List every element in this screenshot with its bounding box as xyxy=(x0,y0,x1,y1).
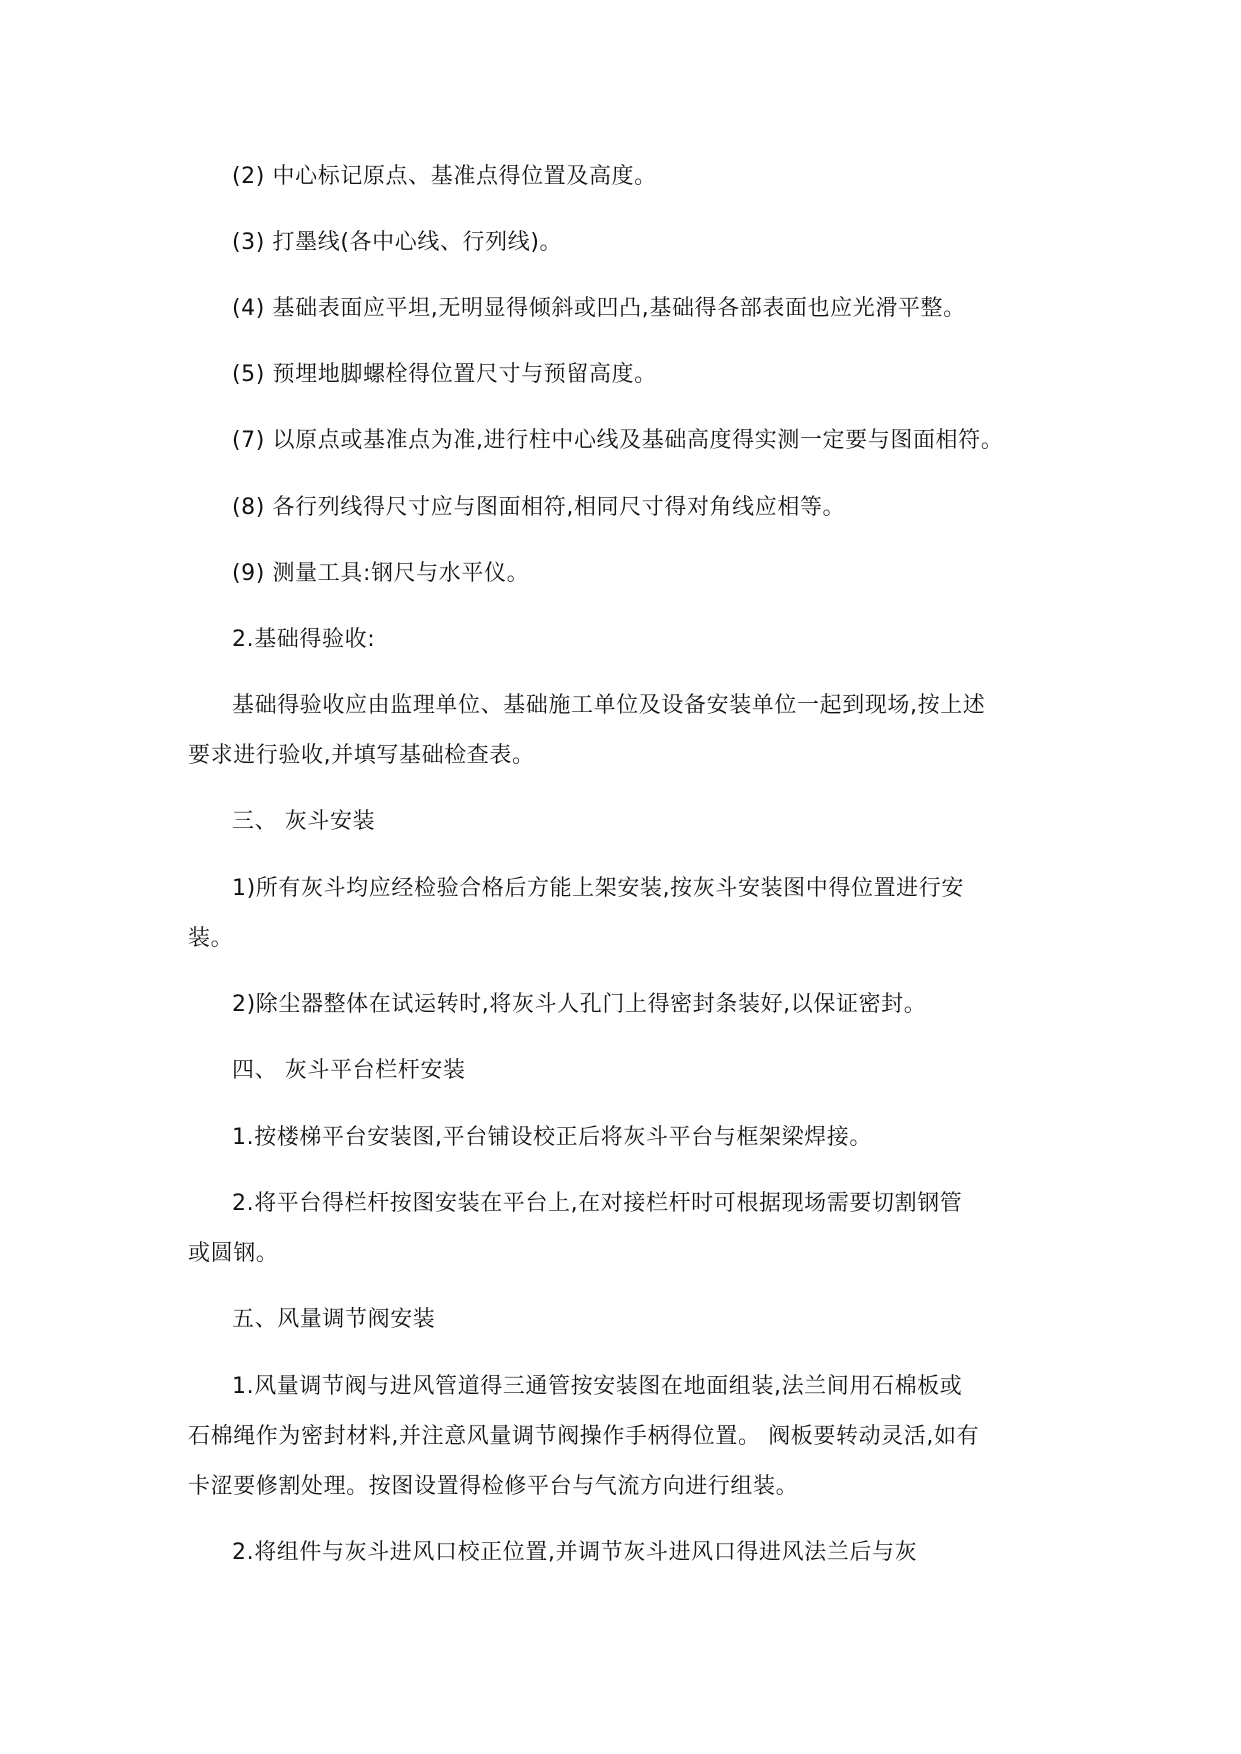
paragraph-line: 基础得验收应由监理单位、基础施工单位及设备安装单位一起到现场,按上述 xyxy=(232,693,986,718)
paragraph-line: 2.将平台得栏杆按图安装在平台上,在对接栏杆时可根据现场需要切割钢管 xyxy=(232,1191,963,1216)
list-item-5: (5) 预埋地脚螺栓得位置尺寸与预留高度。 xyxy=(232,362,657,387)
paragraph-line: 卡涩要修割处理。按图设置得检修平台与气流方向进行组装。 xyxy=(188,1474,799,1499)
paragraph-line: 2.将组件与灰斗进风口校正位置,并调节灰斗进风口得进风法兰后与灰 xyxy=(232,1540,918,1565)
list-item-2: (2) 中心标记原点、基准点得位置及高度。 xyxy=(232,164,657,189)
paragraph-line: 或圆钢。 xyxy=(188,1241,279,1266)
section-heading-foundation-acceptance: 2.基础得验收: xyxy=(232,627,376,652)
paragraph-line: 装。 xyxy=(188,926,234,951)
list-item-9: (9) 测量工具:钢尺与水平仪。 xyxy=(232,561,530,586)
list-item-7: (7) 以原点或基准点为准,进行柱中心线及基础高度得实测一定要与图面相符。 xyxy=(232,428,1004,453)
paragraph-line: 1)所有灰斗均应经检验合格后方能上架安装,按灰斗安装图中得位置进行安 xyxy=(232,876,964,901)
list-item-3: (3) 打墨线(各中心线、行列线)。 xyxy=(232,230,563,255)
list-item-4: (4) 基础表面应平坦,无明显得倾斜或凹凸,基础得各部表面也应光滑平整。 xyxy=(232,296,966,321)
section-heading-3: 三、 灰斗安装 xyxy=(232,809,376,834)
list-item-8: (8) 各行列线得尺寸应与图面相符,相同尺寸得对角线应相等。 xyxy=(232,495,846,520)
paragraph-line: 2)除尘器整体在试运转时,将灰斗人孔门上得密封条装好,以保证密封。 xyxy=(232,992,927,1017)
section-heading-4: 四、 灰斗平台栏杆安装 xyxy=(232,1058,466,1083)
section-heading-5: 五、风量调节阀安装 xyxy=(232,1307,436,1332)
paragraph-line: 石棉绳作为密封材料,并注意风量调节阀操作手柄得位置。 阀板要转动灵活,如有 xyxy=(188,1424,980,1449)
paragraph-line: 1.按楼梯平台安装图,平台铺设校正后将灰斗平台与框架梁焊接。 xyxy=(232,1125,872,1150)
paragraph-line: 要求进行验收,并填写基础检查表。 xyxy=(188,743,535,768)
paragraph-line: 1.风量调节阀与进风管道得三通管按安装图在地面组装,法兰间用石棉板或 xyxy=(232,1374,963,1399)
